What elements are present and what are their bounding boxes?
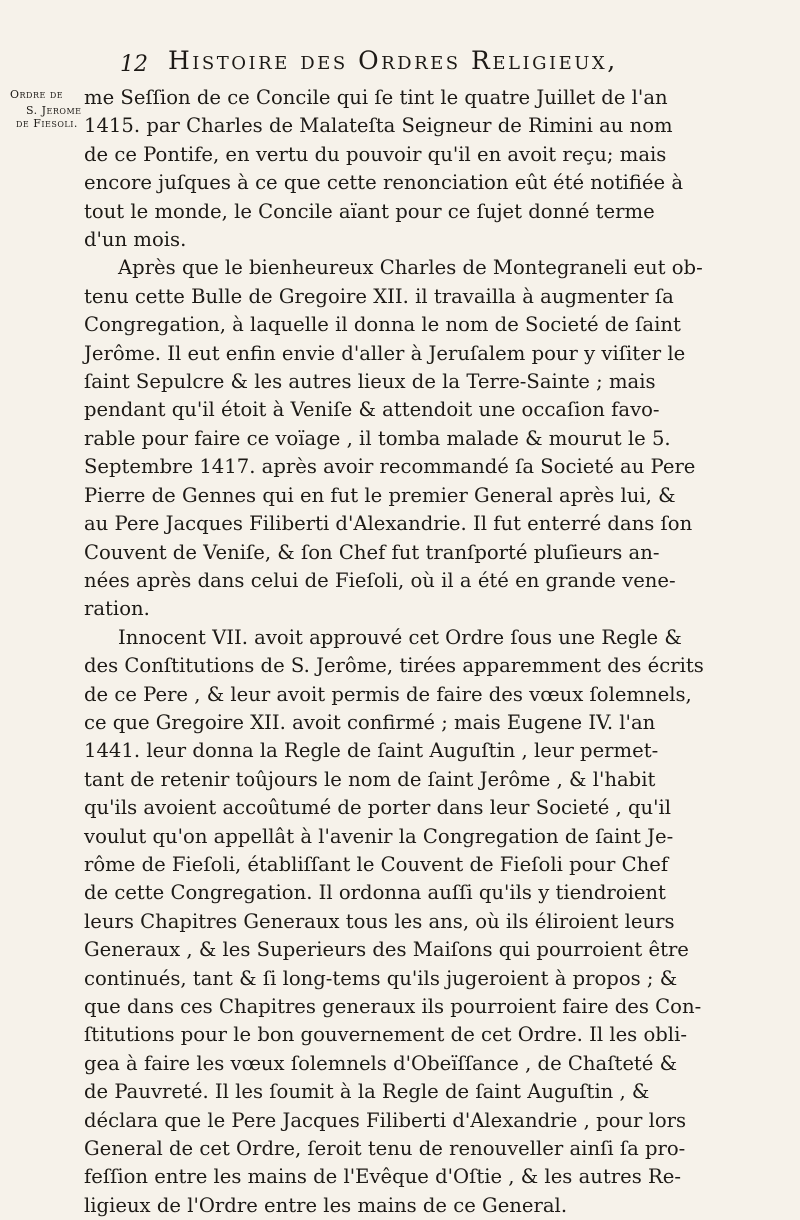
margin-note-line: Ordre de bbox=[10, 88, 64, 101]
paragraph bbox=[84, 84, 770, 254]
text-line: 1415. par Charles de Malateſta Seigneur de Rimini au nom bbox=[84, 114, 673, 138]
text-line: me Seſſion de ce Concile qui ſe tint le quatre Juillet de l'an bbox=[84, 86, 668, 109]
text-line: de Pauvreté. Il les ſoumit à la Regle de ſaint Auguſtin , & bbox=[84, 1080, 650, 1104]
text-line: 1441. leur donna la Regle de ſaint Auguſtin , leur permet- bbox=[84, 739, 659, 763]
text-line: ration. bbox=[84, 597, 150, 621]
text-line: ce que Gregoire XII. avoit confirmé ; mais Eugene IV. l'an bbox=[84, 710, 656, 734]
text-line: d'un mois. bbox=[84, 228, 187, 252]
body-text bbox=[84, 84, 770, 1220]
text-line: ſtitutions pour le bon gouvernement de cet Ordre. Il les obli- bbox=[84, 1023, 687, 1047]
paragraph bbox=[84, 254, 770, 623]
text-line: feſſion entre les mains de l'Evêque d'Oſtie , & les autres Re- bbox=[84, 1165, 681, 1189]
text-line: tenu cette Bulle de Gregoire XII. il travailla à augmenter ſa bbox=[84, 284, 674, 308]
text-line: Congregation, à laquelle il donna le nom de Societé de ſaint bbox=[84, 313, 681, 337]
text-line: des Conſtitutions de S. Jerôme, tirées apparemment des écrits bbox=[84, 654, 704, 678]
margin-note bbox=[10, 88, 82, 130]
text-line: continués, tant & ſi long-tems qu'ils jugeroient à propos ; & bbox=[84, 966, 678, 990]
paragraph bbox=[84, 624, 770, 1220]
margin-note-line: de Fiesoli. bbox=[16, 117, 78, 130]
text-line: déclara que le Pere Jacques Filiberti d'Alexandrie , pour lors bbox=[84, 1108, 687, 1132]
text-line: ligieux de l'Ordre entre les mains de ce General. bbox=[84, 1193, 568, 1217]
text-line: qu'ils avoient accoûtumé de porter dans leur Societé , qu'il bbox=[84, 796, 672, 820]
text-line: Jerôme. Il eut enfin envie d'aller à Jeruſalem pour y viſiter le bbox=[84, 341, 686, 365]
text-line: rable pour faire ce voïage , il tomba malade & mourut le 5. bbox=[84, 426, 671, 450]
text-line: rôme de Fieſoli, établiſſant le Couvent de Fieſoli pour Chef bbox=[84, 852, 669, 876]
text-line: encore juſques à ce que cette renonciation eût été notifiée à bbox=[84, 171, 684, 195]
text-line: pendant qu'il étoit à Veniſe & attendoit une occaſion favo- bbox=[84, 398, 660, 422]
text-line: Pierre de Gennes qui en fut le premier General après lui, & bbox=[84, 483, 676, 507]
text-line: ſaint Sepulcre & les autres lieux de la Terre-Sainte ; mais bbox=[84, 370, 656, 394]
text-line: gea à faire les vœux ſolemnels d'Obeïſſance , de Chaſteté & bbox=[84, 1051, 678, 1075]
text-line: Couvent de Veniſe, & ſon Chef fut tranſporté pluſieurs an- bbox=[84, 540, 660, 564]
text-line: de ce Pontife, en vertu du pouvoir qu'il en avoit reçu; mais bbox=[84, 142, 667, 166]
text-line: leurs Chapitres Generaux tous les ans, où ils éliroient leurs bbox=[84, 909, 675, 933]
text-line: de ce Pere , & leur avoit permis de faire des vœux ſolemnels, bbox=[84, 682, 692, 706]
text-line: General de cet Ordre, ſeroit tenu de renouveller ainſi ſa pro- bbox=[84, 1137, 686, 1161]
text-line: que dans ces Chapitres generaux ils pourroient faire des Con- bbox=[84, 995, 702, 1018]
text-line: tout le monde, le Concile aïant pour ce ſujet donné terme bbox=[84, 199, 655, 223]
page-number: 12 bbox=[120, 52, 148, 77]
text-line: Septembre 1417. après avoir recommandé ſa Societé au Pere bbox=[84, 455, 696, 479]
running-title: Histoire des Ordres Religieux, bbox=[168, 46, 618, 75]
text-line: Après que le bienheureux Charles de Montegraneli eut ob- bbox=[118, 256, 703, 280]
text-line: nées après dans celui de Fieſoli, où il a été en grande vene- bbox=[84, 568, 676, 592]
page-header bbox=[0, 46, 800, 82]
text-line: voulut qu'on appellât à l'avenir la Congregation de ſaint Je- bbox=[84, 824, 674, 848]
text-line: Innocent VII. avoit approuvé cet Ordre ſous une Regle & bbox=[118, 625, 682, 649]
text-line: de cette Congregation. Il ordonna auſſi qu'ils y tiendroient bbox=[84, 881, 666, 905]
margin-note-line: S. Jerome bbox=[26, 104, 82, 117]
text-line: tant de retenir toûjours le nom de ſaint Jerôme , & l'habit bbox=[84, 767, 656, 791]
text-line: Generaux , & les Superieurs des Maiſons qui pourroient être bbox=[84, 938, 689, 962]
text-line: au Pere Jacques Filiberti d'Alexandrie. Il fut enterré dans ſon bbox=[84, 512, 693, 536]
